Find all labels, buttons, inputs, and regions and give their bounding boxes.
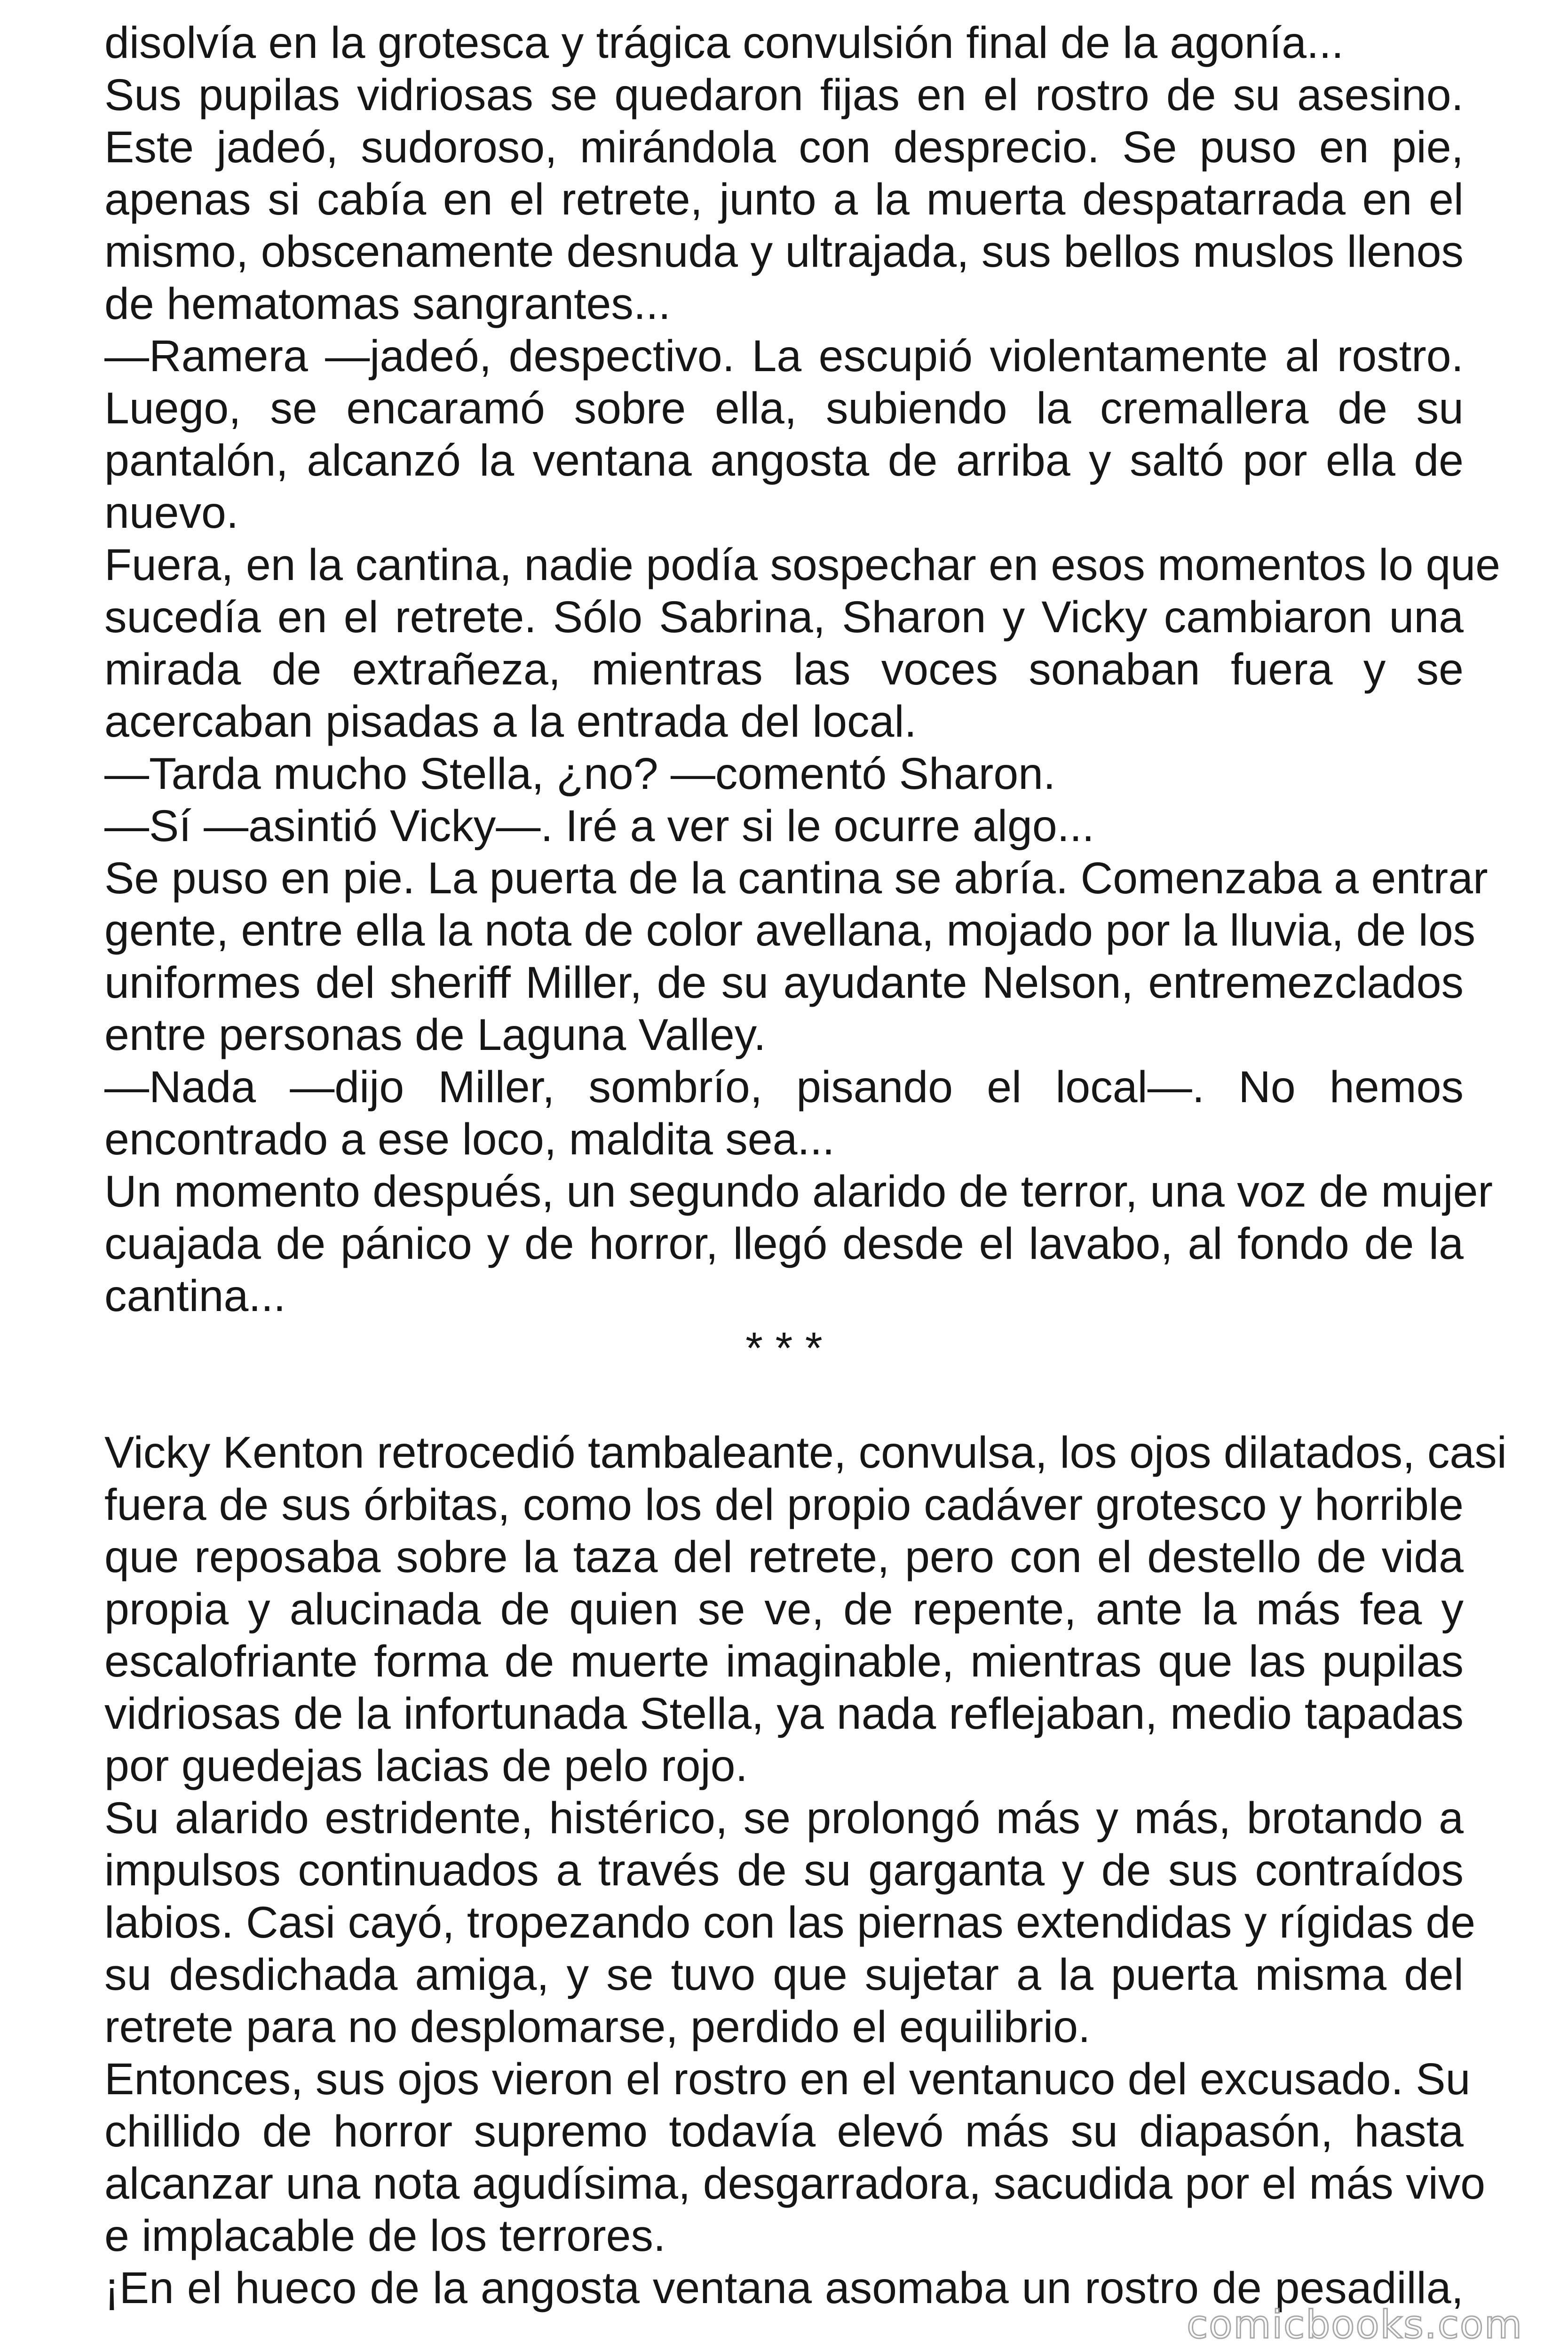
text-line: mismo, obscenamente desnuda y ultrajada, sus bellos muslos llenos xyxy=(104,227,1464,277)
text-line: por guedejas lacias de pelo rojo. xyxy=(104,1741,748,1791)
text-line: —Nada —dijo Miller, sombrío, pisando el local—. No hemos xyxy=(104,1062,1464,1112)
text-line: encontrado a ese loco, maldita sea... xyxy=(104,1114,835,1164)
text-line: su desdichada amiga, y se tuvo que sujetar a la puerta misma del xyxy=(104,1950,1464,2000)
text-line: entre personas de Laguna Valley. xyxy=(104,1010,766,1060)
text-line: escalofriante forma de muerte imaginable, mientras que las pupilas xyxy=(104,1637,1464,1686)
text-line: acercaban pisadas a la entrada del local. xyxy=(104,697,917,747)
text-line: Este jadeó, sudoroso, mirándola con desprecio. Se puso en pie, xyxy=(104,122,1464,172)
text-line: apenas si cabía en el retrete, junto a la muerta despatarrada en el xyxy=(104,175,1464,224)
text-line: e implacable de los terrores. xyxy=(104,2211,666,2261)
text-line: Entonces, sus ojos vieron el rostro en el ventanuco del excusado. Su xyxy=(104,2054,1471,2104)
text-line: disolvía en la grotesca y trágica convulsión final de la agonía... xyxy=(104,18,1344,68)
text-line: cuajada de pánico y de horror, llegó desde el lavabo, al fondo de la xyxy=(104,1219,1464,1269)
blank-line xyxy=(104,1375,1464,1427)
text-line: cantina... xyxy=(104,1271,286,1321)
text-line: sucedía en el retrete. Sólo Sabrina, Sharon y Vicky cambiaron una xyxy=(104,592,1464,642)
text-line: Su alarido estridente, histérico, se prolongó más y más, brotando a xyxy=(104,1793,1464,1843)
text-line: nuevo. xyxy=(104,488,239,538)
text-line: Fuera, en la cantina, nadie podía sospechar en esos momentos lo que xyxy=(104,540,1501,590)
text-line: pantalón, alcanzó la ventana angosta de arriba y saltó por ella de xyxy=(104,436,1464,485)
text-line: Vicky Kenton retrocedió tambaleante, convulsa, los ojos dilatados, casi xyxy=(104,1428,1507,1478)
text-line: —Tarda mucho Stella, ¿no? —comentó Sharon. xyxy=(104,749,1056,799)
text-line: que reposaba sobre la taza del retrete, pero con el destello de vida xyxy=(104,1532,1464,1582)
section-break: * * * xyxy=(745,1323,823,1373)
text-line: Se puso en pie. La puerta de la cantina se abría. Comenzaba a entrar xyxy=(104,853,1488,903)
text-line: chillido de horror supremo todavía elevó más su diapasón, hasta xyxy=(104,2106,1464,2156)
text-line: mirada de extrañeza, mientras las voces sonaban fuera y se xyxy=(104,644,1464,694)
text-line: Un momento después, un segundo alarido de terror, una voz de mujer xyxy=(104,1167,1493,1216)
text-line: de hematomas sangrantes... xyxy=(104,279,671,329)
text-line: Sus pupilas vidriosas se quedaron fijas en el rostro de su asesino. xyxy=(104,70,1464,120)
text-line: vidriosas de la infortunada Stella, ya nada reflejaban, medio tapadas xyxy=(104,1689,1464,1739)
text-line: retrete para no desplomarse, perdido el equilibrio. xyxy=(104,2002,1091,2052)
text-line: labios. Casi cayó, tropezando con las piernas extendidas y rígidas de xyxy=(104,1898,1476,1947)
text-line: uniformes del sheriff Miller, de su ayudante Nelson, entremezclados xyxy=(104,958,1464,1008)
text-line: alcanzar una nota agudísima, desgarradora, sacudida por el más vivo xyxy=(104,2159,1486,2209)
text-line: ¡En el hueco de la angosta ventana asomaba un rostro de pesadilla, xyxy=(104,2263,1464,2313)
document-body xyxy=(104,17,1507,2314)
watermark: comicbooks.com xyxy=(1187,2303,1523,2347)
text-line: impulsos continuados a través de su garganta y de sus contraídos xyxy=(104,1845,1464,1895)
text-line: gente, entre ella la nota de color avellana, mojado por la lluvia, de los xyxy=(104,906,1476,955)
text-line: propia y alucinada de quien se ve, de repente, ante la más fea y xyxy=(104,1584,1464,1634)
text-line: —Sí —asintió Vicky—. Iré a ver si le ocurre algo... xyxy=(104,801,1094,851)
text-line: —Ramera —jadeó, despectivo. La escupió violentamente al rostro. xyxy=(104,331,1464,381)
text-line: fuera de sus órbitas, como los del propio cadáver grotesco y horrible xyxy=(104,1480,1464,1530)
text-line: Luego, se encaramó sobre ella, subiendo la cremallera de su xyxy=(104,383,1464,433)
